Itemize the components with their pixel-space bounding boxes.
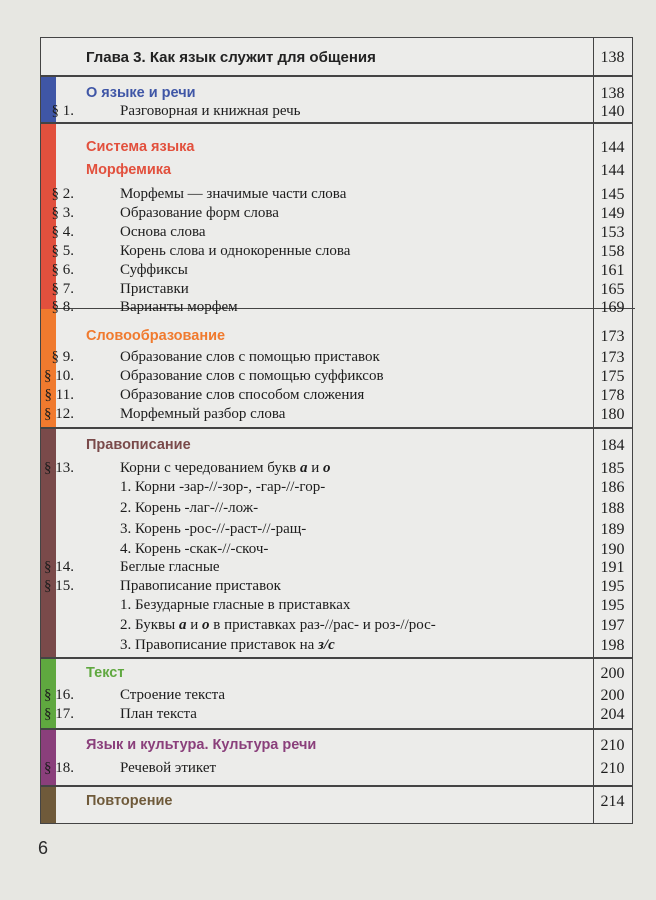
section-title: Правописание: [86, 437, 191, 453]
section-title: Повторение: [86, 793, 173, 809]
entry-title: Корни с чередованием букв а и о: [120, 460, 331, 476]
entry-title: Варианты морфем: [120, 299, 238, 315]
section-header-spelling[interactable]: [40, 436, 633, 455]
section-number: § 12.: [44, 406, 74, 422]
section-number: § 18.: [44, 760, 74, 776]
toc-entry[interactable]: [40, 558, 633, 577]
entry-title: Образование слов способом сложения: [120, 387, 365, 403]
entry-page: 191: [600, 559, 625, 576]
entry-page: 169: [600, 299, 625, 316]
section-number: § 11.: [44, 387, 74, 403]
entry-page: 186: [600, 479, 625, 496]
section-number: § 1.: [51, 103, 74, 119]
entry-title: Строение текста: [120, 687, 226, 703]
section-number: § 6.: [51, 262, 74, 278]
section-number: § 5.: [51, 243, 74, 259]
toc-subentry[interactable]: [40, 636, 633, 655]
entry-title: Речевой этикет: [120, 760, 217, 776]
entry-page: 189: [600, 521, 625, 538]
entry-page: 198: [600, 637, 625, 654]
toc-entry[interactable]: [40, 223, 633, 242]
section-header-culture[interactable]: [40, 736, 633, 755]
entry-page: 173: [600, 349, 625, 366]
entry-page: 195: [600, 578, 625, 595]
entry-title: Образование слов с помощью приставок: [120, 349, 380, 365]
section-page: 144: [600, 139, 625, 156]
toc-entry[interactable]: [40, 102, 633, 121]
toc-entry[interactable]: [40, 686, 633, 705]
section-title: Словообразование: [86, 328, 226, 344]
section-page: 214: [600, 793, 625, 810]
section-number: § 4.: [51, 224, 74, 240]
entry-title: Правописание приставок: [120, 578, 281, 594]
section-number: § 16.: [44, 687, 74, 703]
section-page: 144: [600, 162, 625, 179]
entry-title: Разговорная и книжная речь: [120, 103, 301, 119]
toc-entry[interactable]: [40, 204, 633, 223]
chapter-row[interactable]: [40, 48, 633, 67]
section-page: 210: [600, 737, 625, 754]
entry-title: Беглые гласные: [120, 559, 220, 575]
entry-title: Приставки: [120, 281, 189, 297]
section-number: § 3.: [51, 205, 74, 221]
toc-entry[interactable]: [40, 759, 633, 778]
entry-title: Корень слова и однокоренные слова: [120, 243, 351, 259]
entry-title: Образование слов с помощью суффиксов: [120, 368, 384, 384]
toc-entry[interactable]: [40, 280, 633, 299]
toc-subentry[interactable]: [40, 478, 633, 497]
section-number: § 17.: [44, 706, 74, 722]
entry-page: 180: [600, 406, 625, 423]
toc-subentry[interactable]: [40, 540, 633, 559]
toc-entry[interactable]: [40, 348, 633, 367]
entry-title: План текста: [120, 706, 197, 722]
entry-title: Суффиксы: [120, 262, 188, 278]
section-title: О языке и речи: [86, 85, 196, 101]
chapter-page: 138: [600, 49, 625, 66]
page-number: 6: [38, 838, 49, 858]
entry-page: 140: [600, 103, 625, 120]
toc-subentry[interactable]: [40, 616, 633, 635]
chapter-title: Глава 3. Как язык служит для общения: [86, 49, 376, 66]
toc-subentry[interactable]: [40, 596, 633, 615]
entry-title: Образование форм слова: [120, 205, 279, 221]
entry-page: 178: [600, 387, 625, 404]
toc-entry[interactable]: [40, 242, 633, 261]
section-title: Морфемика: [86, 162, 172, 178]
subentry-title: 1. Корни -зар-//-зор-, -гар-//-гор-: [120, 479, 326, 495]
entry-page: 175: [600, 368, 625, 385]
toc-entry[interactable]: [40, 261, 633, 280]
section-number: § 14.: [44, 559, 74, 575]
subentry-title: 3. Правописание приставок на з/с: [120, 637, 335, 653]
section-number: § 13.: [44, 460, 74, 476]
entry-page: 188: [600, 500, 625, 517]
section-page: 184: [600, 437, 625, 454]
entry-title: Морфемный разбор слова: [120, 406, 286, 422]
toc-entry[interactable]: [40, 367, 633, 386]
section-number: § 7.: [51, 281, 74, 297]
entry-page: 190: [600, 541, 625, 558]
entry-title: Основа слова: [120, 224, 206, 240]
section-title: Текст: [86, 665, 125, 681]
subentry-title: 2. Буквы а и о в приставках раз-//рас- и роз-//рос-: [120, 617, 436, 633]
toc-subentry[interactable]: [40, 520, 633, 539]
entry-page: 195: [600, 597, 625, 614]
section-number: § 9.: [51, 349, 74, 365]
toc-subentry[interactable]: [40, 499, 633, 518]
section-title: Язык и культура. Культура речи: [86, 737, 317, 753]
section-header-review[interactable]: [40, 792, 633, 811]
section-title: Система языка: [86, 139, 195, 155]
section-page: 173: [600, 328, 625, 345]
section-header-morphemics[interactable]: [40, 161, 633, 180]
toc-entry[interactable]: [40, 405, 633, 424]
section-header-system[interactable]: [40, 138, 633, 157]
toc-entry[interactable]: [40, 185, 633, 204]
toc-entry[interactable]: [40, 577, 633, 596]
entry-page: 204: [600, 706, 625, 723]
section-header-about[interactable]: [40, 84, 633, 103]
toc-entry[interactable]: [40, 705, 633, 724]
section-number: § 2.: [51, 186, 74, 202]
toc-entry[interactable]: [40, 459, 633, 478]
entry-page: 210: [600, 760, 625, 777]
subentry-title: 4. Корень -скак-//-скоч-: [120, 541, 269, 557]
toc-entry[interactable]: [40, 298, 633, 317]
section-header-text[interactable]: [40, 664, 633, 683]
subentry-title: 2. Корень -лаг-//-лож-: [120, 500, 259, 516]
section-header-wordformation[interactable]: [40, 327, 633, 346]
section-number: § 8.: [51, 299, 74, 315]
entry-page: 158: [600, 243, 625, 260]
entry-page: 197: [600, 617, 625, 634]
subentry-title: 3. Корень -рос-//-раст-//-ращ-: [120, 521, 307, 537]
subentry-title: 1. Безударные гласные в приставках: [120, 597, 351, 613]
entry-page: 200: [600, 687, 625, 704]
entry-page: 145: [600, 186, 625, 203]
section-page: 200: [600, 665, 625, 682]
entry-page: 149: [600, 205, 625, 222]
entry-page: 165: [600, 281, 625, 298]
table-of-contents: [40, 37, 635, 824]
entry-page: 153: [600, 224, 625, 241]
section-number: § 10.: [44, 368, 74, 384]
toc-entry[interactable]: [40, 386, 633, 405]
section-number: § 15.: [44, 578, 74, 594]
section-page: 138: [600, 85, 625, 102]
entry-title: Морфемы — значимые части слова: [120, 186, 347, 202]
entry-page: 161: [600, 262, 625, 279]
entry-page: 185: [600, 460, 625, 477]
